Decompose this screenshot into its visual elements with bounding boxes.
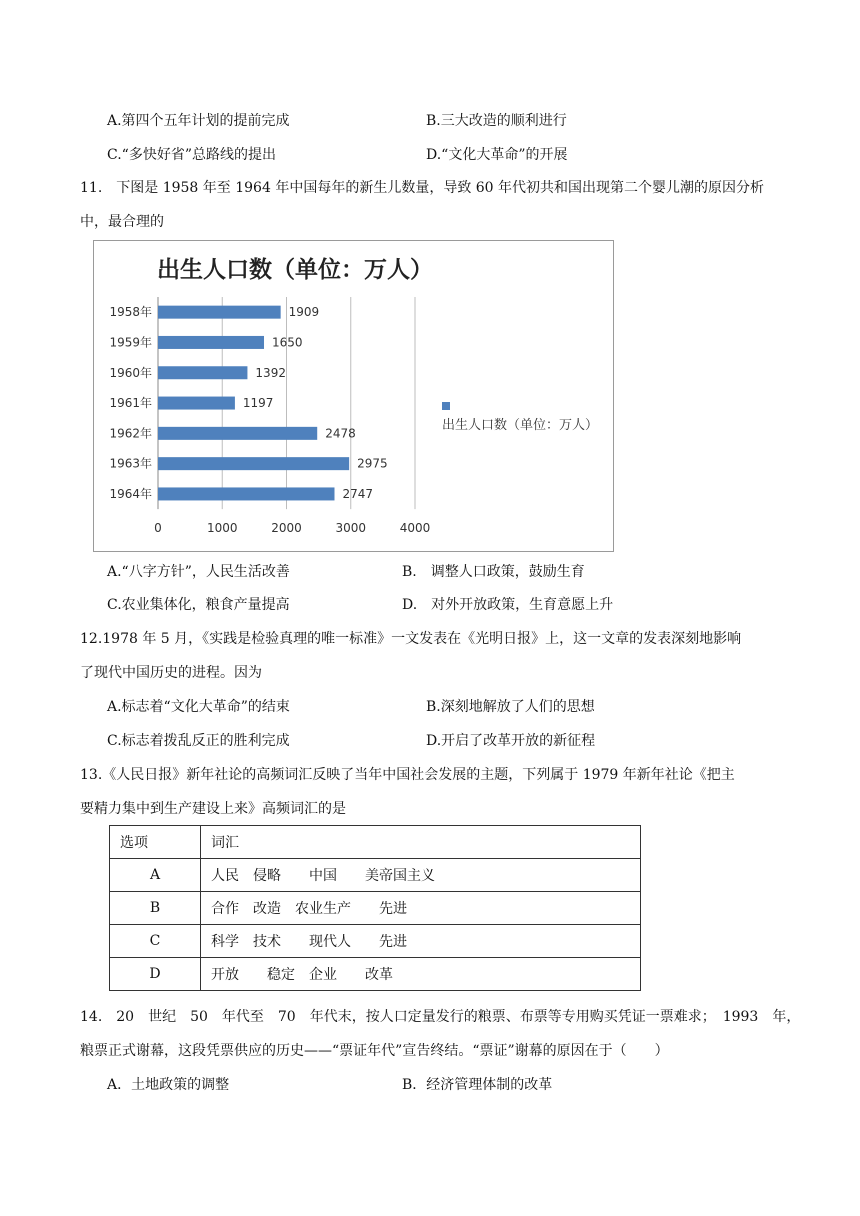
data-label: 1392 [255, 365, 286, 380]
legend-label: 出生人口数（单位：万人） [442, 418, 599, 433]
x-tick-label: 1000 [206, 521, 238, 536]
bar [158, 427, 317, 440]
table-cell-option: B [110, 892, 201, 925]
q12-option-b: B.深刻地解放了人们的思想 [426, 699, 595, 715]
table-cell-option: C [110, 925, 201, 958]
bar [158, 306, 281, 319]
category-label: 1963年 [109, 456, 152, 471]
legend-swatch [442, 402, 450, 410]
table-header-option: 选项 [110, 826, 201, 859]
q12-option-d: D.开启了改革开放的新征程 [426, 733, 596, 749]
category-label: 1962年 [109, 426, 152, 441]
category-label: 1964年 [109, 486, 152, 501]
q10-option-d: D.“文化大革命”的开展 [426, 147, 568, 163]
table-header-vocab: 词汇 [201, 826, 641, 859]
table-row [110, 892, 641, 925]
q14-option-a: A．土地政策的调整 [107, 1077, 230, 1093]
data-label: 2975 [357, 456, 388, 471]
table-cell-option: A [110, 859, 201, 892]
table-cell-vocab: 开放 稳定 企业 改革 [201, 958, 641, 991]
category-label: 1958年 [109, 305, 152, 320]
table-row [110, 859, 641, 892]
x-tick-label: 2000 [271, 521, 302, 536]
q11-option-a: A.“八字方针”，人民生活改善 [107, 564, 290, 580]
bar [158, 366, 247, 379]
q12-stem-line2: 了现代中国历史的进程。因为 [80, 665, 262, 681]
vocab-table [109, 825, 641, 991]
data-label: 1650 [272, 335, 303, 350]
table-header-row [110, 826, 641, 859]
table-row [110, 925, 641, 958]
bar [158, 457, 349, 470]
table-cell-vocab: 科学 技术 现代人 先进 [201, 925, 641, 958]
q12-option-a: A.标志着“文化大革命”的结束 [107, 699, 290, 715]
q11-option-d: D. 对外开放政策，生育意愿上升 [402, 597, 614, 613]
q12-option-c: C.标志着拨乱反正的胜利完成 [107, 733, 290, 749]
q10-option-b: B.三大改造的顺利进行 [426, 113, 567, 129]
q11-option-b: B. 调整人口政策，鼓励生育 [402, 564, 585, 580]
bar [158, 397, 235, 410]
x-tick-label: 4000 [399, 521, 431, 536]
q14-stem-line1: 14. 20 世纪 50 年代至 70 年代末，按人口定量发行的粮票、布票等专用购买凭证一票难求； 1993 年， [80, 1009, 801, 1025]
q11-option-c: C.农业集体化，粮食产量提高 [107, 597, 290, 613]
q12-stem-line1: 12.1978 年 5 月，《实践是检验真理的唯一标准》一文发表在《光明日报》上，这一文章的发表深刻地影响 [80, 631, 742, 647]
category-label: 1959年 [109, 335, 152, 350]
birth-chart [93, 240, 614, 552]
q13-stem-line2: 要精力集中到生产建设上来》高频词汇的是 [80, 801, 346, 817]
data-label: 2747 [342, 486, 374, 501]
table-cell-option: D [110, 958, 201, 991]
q11-stem-line2: 中，最合理的 [80, 214, 164, 230]
table-cell-vocab: 合作 改造 农业生产 先进 [201, 892, 641, 925]
q13-stem-line1: 13.《人民日报》新年社论的高频词汇反映了当年中国社会发展的主题，下列属于 1979 年新年社论《把主 [80, 767, 735, 783]
table-row [110, 958, 641, 991]
bar [158, 487, 334, 500]
q14-stem-line2: 粮票正式谢幕，这段凭票供应的历史——“票证年代”宣告终结。“票证”谢幕的原因在于（ ） [80, 1043, 669, 1059]
q14-option-b: B．经济管理体制的改革 [402, 1077, 553, 1093]
bar [158, 336, 264, 349]
data-label: 1197 [242, 396, 274, 411]
data-label: 1909 [288, 305, 320, 320]
q10-option-a: A.第四个五年计划的提前完成 [107, 113, 290, 129]
q11-stem-line1: 11. 下图是 1958 年至 1964 年中国每年的新生儿数量，导致 60 年代初共和国出现第二个婴儿潮的原因分析 [80, 180, 765, 196]
category-label: 1960年 [109, 365, 152, 380]
category-label: 1961年 [109, 396, 152, 411]
q10-option-c: C.“多快好省”总路线的提出 [107, 147, 276, 163]
chart-legend [442, 399, 607, 435]
data-label: 2478 [325, 426, 356, 441]
x-tick-label: 3000 [335, 521, 367, 536]
x-tick-label: 0 [154, 521, 162, 536]
chart-title: 出生人口数（单位：万人） [157, 257, 433, 283]
chart-plot [94, 241, 615, 553]
table-cell-vocab: 人民 侵略 中国 美帝国主义 [201, 859, 641, 892]
